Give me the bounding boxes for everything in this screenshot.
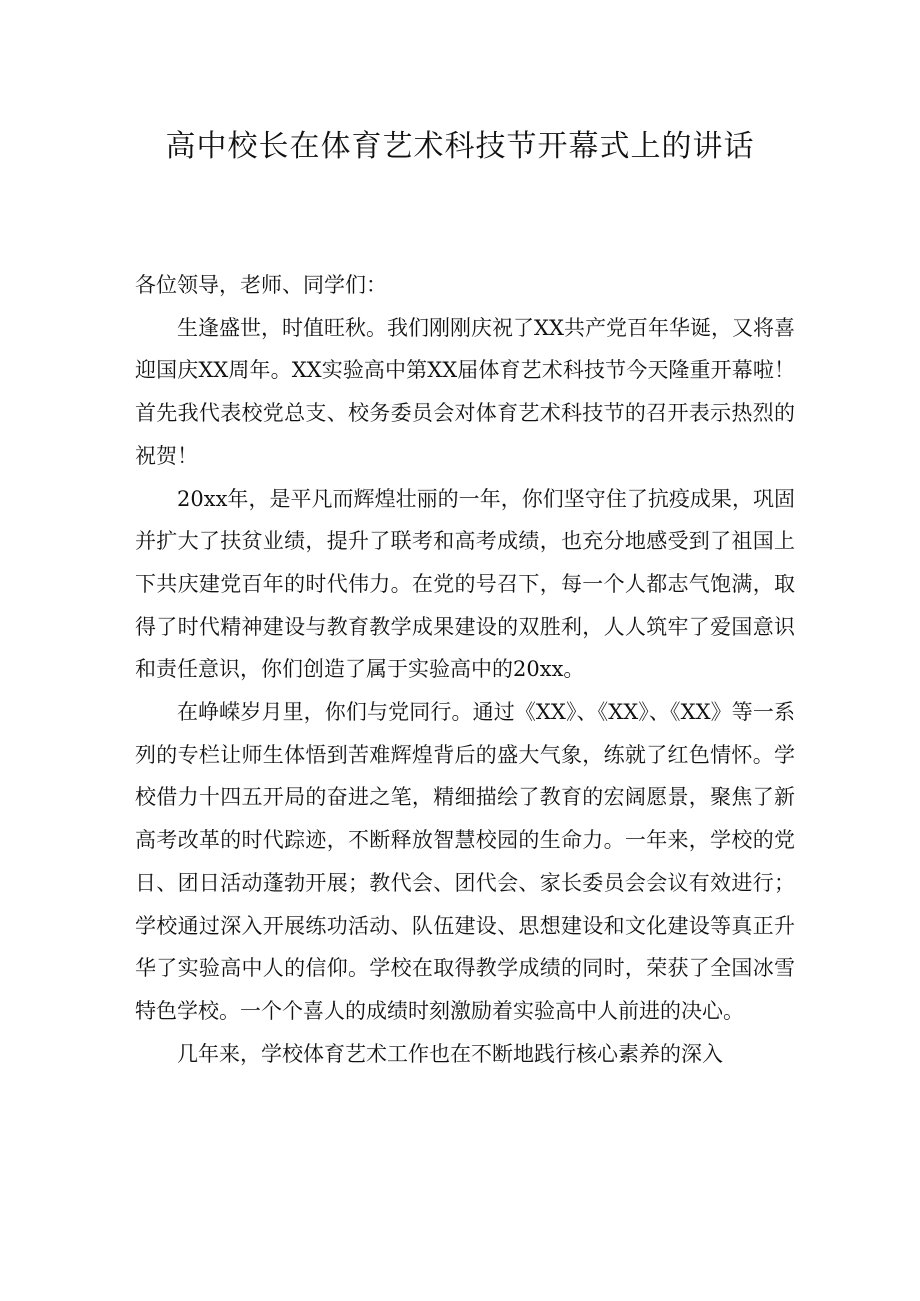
paragraph-1: 生逢盛世，时值旺秋。我们刚刚庆祝了XX共产党百年华诞，又将喜迎国庆XX周年。XX实验高中第XX届体育艺术科技节今天隆重开幕啦！首先我代表校党总支、校务委员会对体育艺术科技节的召开表示热烈的祝贺！ bbox=[135, 315, 795, 468]
salutation: 各位领导，老师、同学们： bbox=[135, 273, 387, 297]
paragraph-3: 在峥嵘岁月里，你们与党同行。通过《XX》、《XX》、《XX》等一系列的专栏让师生体悟到苦难辉煌背后的盛大气象，练就了红色情怀。学校借力十四五开局的奋进之笔，精细描绘了教育的宏阔愿景，聚焦了新高考改革的时代踪迹，不断释放智慧校园的生命力。一年来，学校的党日、团日活动蓬勃开展；教代会、团代会、家长委员会会议有效进行；学校通过深入开展练功活动、队伍建设、思想建设和文化建设等真正升华了实验高中人的信仰。学校在取得教学成绩的同时，荣获了全国冰雪特色学校。一个个喜人的成绩时刻激励着实验高中人前进的决心。 bbox=[135, 700, 795, 1023]
paragraph-2: 20xx年，是平凡而辉煌壮丽的一年，你们坚守住了抗疫成果，巩固并扩大了扶贫业绩，提升了联考和高考成绩，也充分地感受到了祖国上下共庆建党百年的时代伟力。在党的号召下，每一个人都志气饱满，取得了时代精神建设与教育教学成果建设的双胜利，人人筑牢了爱国意识和责任意识，你们创造了属于实验高中的20xx。 bbox=[135, 486, 795, 682]
paragraph-4: 几年来，学校体育艺术工作也在不断地践行核心素养的深入 bbox=[177, 1041, 723, 1066]
document-body bbox=[135, 264, 795, 1075]
document-title: 高中校长在体育艺术科技节开幕式上的讲话 bbox=[165, 129, 755, 164]
